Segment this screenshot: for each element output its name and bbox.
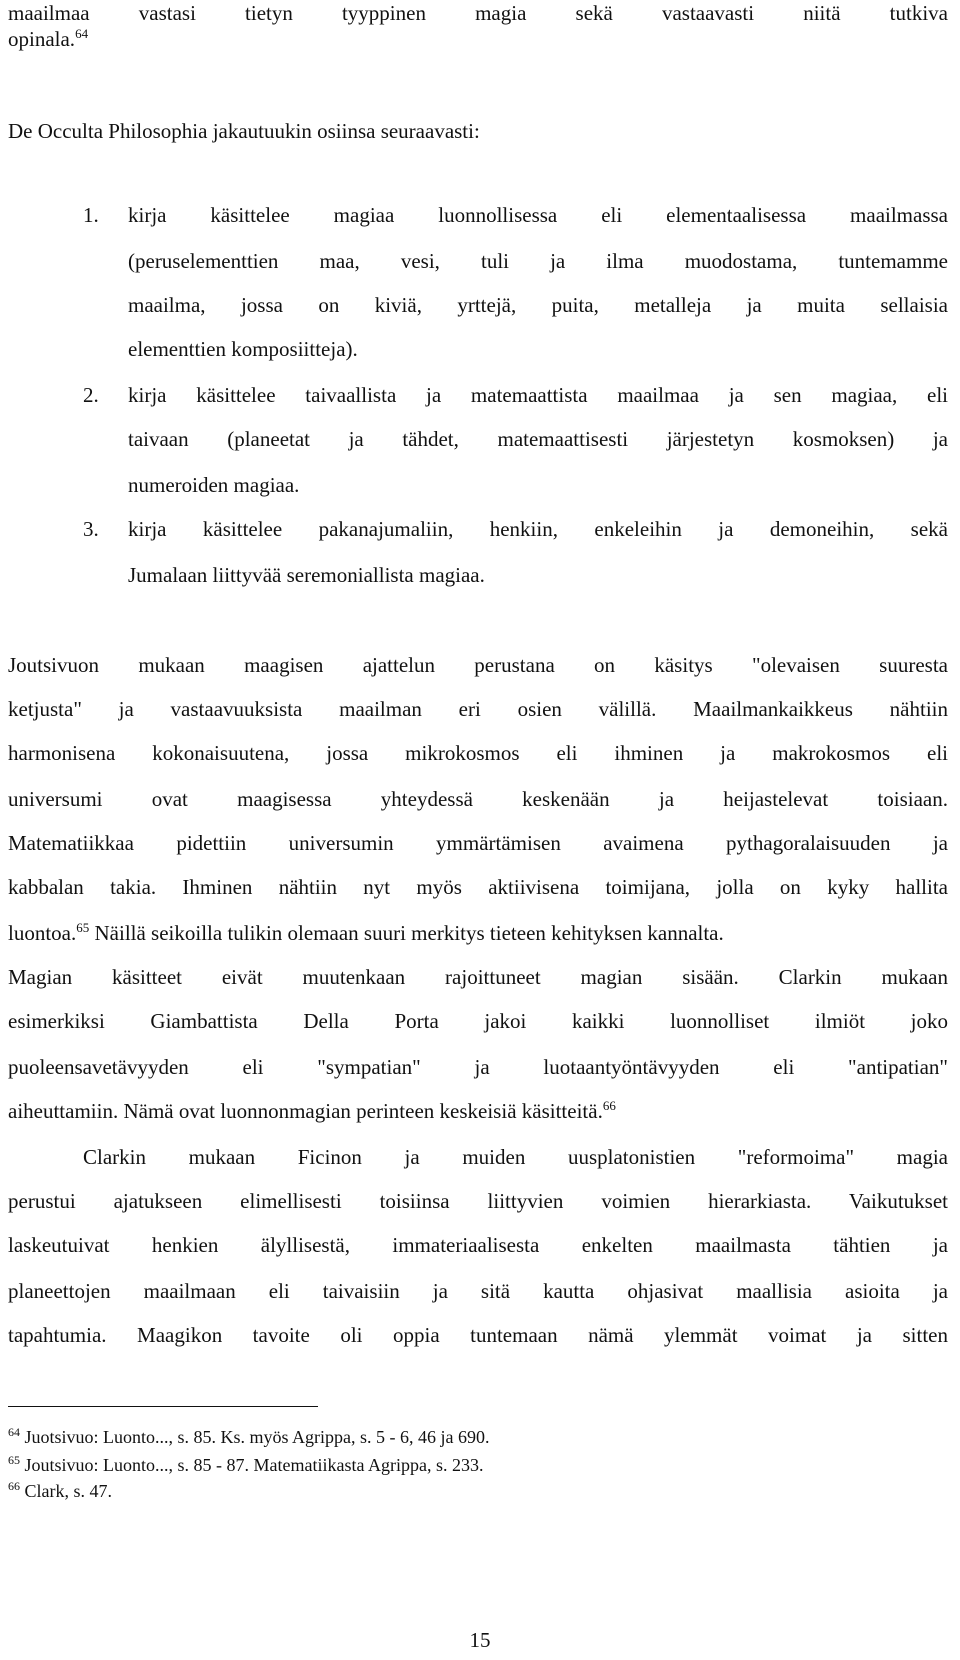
paragraph-line: kabbalan takia. Ihminen nähtiin nyt myös aktiivisena toimijana, jolla on kyky hallita: [8, 875, 948, 899]
paragraph-line: Magian käsitteet eivät muutenkaan rajoittuneet magian sisään. Clarkin mukaan: [8, 965, 948, 989]
footnote: [8, 1480, 112, 1502]
paragraph-line: harmonisena kokonaisuutena, jossa mikrokosmos eli ihminen ja makrokosmos eli: [8, 741, 948, 765]
footnote-reference: 64: [75, 26, 89, 41]
paragraph-line: maailmaa vastasi tietyn tyyppinen magia sekä vastaavasti niitä tutkiva: [8, 1, 948, 25]
page-number: 15: [469, 1628, 491, 1652]
footnote-reference: 66: [602, 1098, 616, 1113]
list-number: 1.: [83, 203, 99, 227]
paragraph-text: luontoa.: [8, 921, 77, 945]
intro-line: De Occulta Philosophia jakautuukin osiinsa seuraavasti:: [8, 119, 480, 143]
list-number: 3.: [83, 517, 99, 541]
paragraph-line: universumi ovat maagisessa yhteydessä keskenään ja heijastelevat toisiaan.: [8, 787, 948, 811]
paragraph-line: [8, 1098, 948, 1124]
list-item-line: (peruselementtien maa, vesi, tuli ja ilma muodostama, tuntemamme: [128, 249, 948, 273]
footnote-separator: [8, 1406, 318, 1407]
footnote-number: 66: [8, 1479, 20, 1493]
footnote: [8, 1426, 490, 1448]
footnote: [8, 1454, 483, 1476]
paragraph-text: opinala.: [8, 27, 76, 51]
paragraph-line: [8, 26, 948, 52]
paragraph-line: [8, 920, 948, 946]
footnote-text: Joutsivuo: Luonto..., s. 85 - 87. Matematiikasta Agrippa, s. 233.: [20, 1455, 484, 1475]
paragraph-line: perustui ajatukseen elimellisesti toisiinsa liittyvien voimien hierarkiasta. Vaikutukset: [8, 1189, 948, 1213]
footnote-text: Clark, s. 47.: [20, 1481, 112, 1501]
list-item-line: kirja käsittelee pakanajumaliin, henkiin, enkeleihin ja demoneihin, sekä: [128, 517, 948, 541]
footnote-number: 65: [8, 1453, 20, 1467]
footnote-reference: 65: [76, 920, 90, 935]
list-item-line: Jumalaan liittyvää seremoniallista magiaa.: [128, 563, 485, 587]
paragraph-line: ketjusta" ja vastaavuuksista maailman eri osien välillä. Maailmankaikkeus nähtiin: [8, 697, 948, 721]
footnote-text: Juotsivuo: Luonto..., s. 85. Ks. myös Agrippa, s. 5 - 6, 46 ja 690.: [20, 1427, 490, 1447]
paragraph-text: aiheuttamiin. Nämä ovat luonnonmagian perinteen keskeisiä käsitteitä.: [8, 1099, 603, 1123]
footnote-number: 64: [8, 1425, 20, 1439]
list-item-line: kirja käsittelee magiaa luonnollisessa eli elementaalisessa maailmassa: [128, 203, 948, 227]
list-item-line: taivaan (planeetat ja tähdet, matemaattisesti järjestetyn kosmoksen) ja: [128, 427, 948, 451]
paragraph-text: Näillä seikoilla tulikin olemaan suuri merkitys tieteen kehityksen kannalta.: [89, 921, 724, 945]
paragraph-line: Joutsivuon mukaan maagisen ajattelun perustana on käsitys "olevaisen suuresta: [8, 653, 948, 677]
list-number: 2.: [83, 383, 99, 407]
paragraph-line: Clarkin mukaan Ficinon ja muiden uusplatonistien "reformoima" magia: [83, 1145, 948, 1169]
paragraph-line: puoleensavetävyyden eli "sympatian" ja luotaantyöntävyyden eli "antipatian": [8, 1055, 948, 1079]
list-item-line: elementtien komposiitteja).: [128, 337, 358, 361]
paragraph-line: esimerkiksi Giambattista Della Porta jakoi kaikki luonnolliset ilmiöt joko: [8, 1009, 948, 1033]
paragraph-line: laskeutuivat henkien älyllisestä, immateriaalisesta enkelten maailmasta tähtien ja: [8, 1233, 948, 1257]
paragraph-line: planeettojen maailmaan eli taivaisiin ja sitä kautta ohjasivat maallisia asioita ja: [8, 1279, 948, 1303]
paragraph-line: tapahtumia. Maagikon tavoite oli oppia tuntemaan nämä ylemmät voimat ja sitten: [8, 1323, 948, 1347]
list-item-line: maailma, jossa on kiviä, yrttejä, puita, metalleja ja muita sellaisia: [128, 293, 948, 317]
list-item-line: numeroiden magiaa.: [128, 473, 300, 497]
list-item-line: kirja käsittelee taivaallista ja matemaattista maailmaa ja sen magiaa, eli: [128, 383, 948, 407]
paragraph-line: Matematiikkaa pidettiin universumin ymmärtämisen avaimena pythagoralaisuuden ja: [8, 831, 948, 855]
